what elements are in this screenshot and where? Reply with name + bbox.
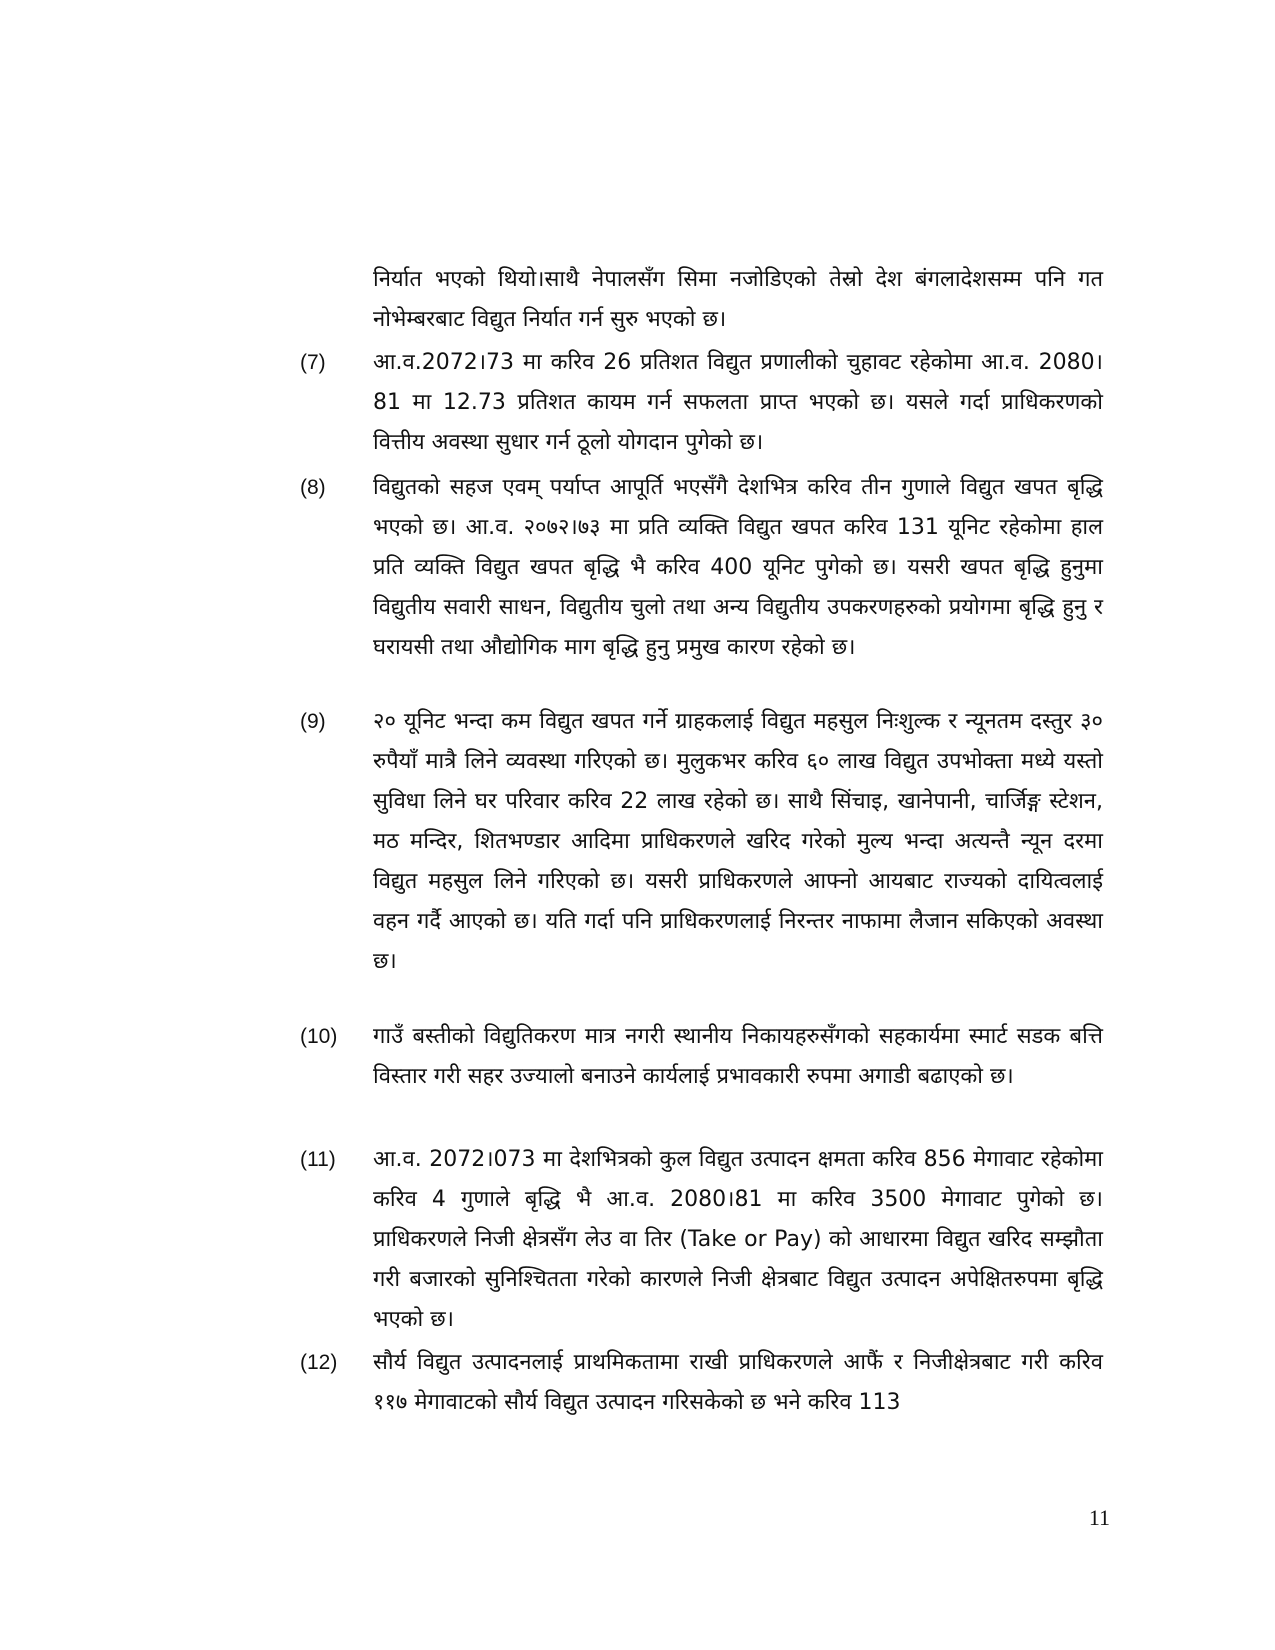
paragraph-number: (11) [300,1148,336,1171]
paragraph-7 [300,343,1103,463]
paragraph-text: २० यूनिट भन्दा कम विद्युत खपत गर्ने ग्राहकलाई विद्युत महसुल निःशुल्क र न्यूनतम दस्तुर ३० रुपैयाँ मात्रै लिने व्यवस्था गरिएको छ। मुलुकभर करिव ६० लाख विद्युत उपभोक्ता मध्ये यस्तो सुविधा लिने घर परिवार करिव 22 लाख रहेको छ। साथै सिंचाइ, खानेपानी, चार्जिङ्ग स्टेशन, मठ मन्दिर, शितभण्डार आदिमा प्राधिकरणले खरिद गरेको मुल्य भन्दा अत्यन्तै न्यून दरमा विद्युत महसुल लिने गरिएको छ। यसरी प्राधिकरणले आफ्नो आयबाट राज्यको दायित्वलाई वहन गर्दै आएको छ। यति गर्दा पनि प्राधिकरणलाई निरन्तर नाफामा लैजान सकिएको अवस्था छ। [373,709,1103,974]
paragraph-number: (12) [300,1351,338,1374]
paragraph-12 [300,1343,1103,1423]
paragraph-text: आ.व.2072।73 मा करिव 26 प्रतिशत विद्युत प्रणालीको चुहावट रहेकोमा आ.व. 2080।81 मा 12.73 प्रतिशत कायम गर्न सफलता प्राप्त भएको छ। यसले गर्दा प्राधिकरणको वित्तीय अवस्था सुधार गर्न ठूलो योगदान पुगेको छ। [373,350,1103,455]
paragraph-text: विद्युतको सहज एवम् पर्याप्त आपूर्ति भएसँगै देशभित्र करिव तीन गुणाले विद्युत खपत बृद्धि भएको छ। आ.व. २०७२।७३ मा प्रति व्यक्ति विद्युत खपत करिव 131 यूनिट रहेकोमा हाल प्रति व्यक्ति विद्युत खपत बृद्धि भै करिव 400 यूनिट पुगेको छ। यसरी खपत बृद्धि हुनुमा विद्युतीय सवारी साधन, विद्युतीय चुलो तथा अन्य विद्युतीय उपकरणहरुको प्रयोगमा बृद्धि हुनु र घरायसी तथा औद्योगिक माग बृद्धि हुनु प्रमुख कारण रहेको छ। [373,475,1103,660]
continued-paragraph: निर्यात भएको थियो।साथै नेपालसँग सिमा नजोडिएको तेस्रो देश बंगलादेशसम्म पनि गत नोभेम्बरबाट विद्युत निर्यात गर्न सुरु भएको छ। [373,267,1103,332]
paragraph-11 [300,1140,1103,1340]
paragraph-10 [300,1017,1103,1097]
paragraph-number: (7) [300,351,326,374]
paragraph-text: सौर्य विद्युत उत्पादनलाई प्राथमिकतामा राखी प्राधिकरणले आफैं र निजीक्षेत्रबाट गरी करिव ११७ मेगावाटको सौर्य विद्युत उत्पादन गरिसकेको छ भने करिव 113 [373,1350,1103,1415]
paragraph-9 [300,702,1103,982]
paragraph-number: (8) [300,476,326,499]
page-number: 11 [1088,1505,1110,1530]
paragraph-number: (9) [300,710,326,733]
paragraph-text: आ.व. 2072।073 मा देशभित्रको कुल विद्युत उत्पादन क्षमता करिव 856 मेगावाट रहेकोमा करिव 4 गुणाले बृद्धि भै आ.व. 2080।81 मा करिव 3500 मेगावाट पुगेको छ। प्राधिकरणले निजी क्षेत्रसँग लेउ वा तिर (Take or Pay) को आधारमा विद्युत खरिद सम्झौता गरी बजारको सुनिश्चितता गरेको कारणले निजी क्षेत्रबाट विद्युत उत्पादन अपेक्षितरुपमा बृद्धि भएको छ। [373,1147,1103,1332]
paragraph-number: (10) [300,1025,338,1048]
paragraph-8 [300,468,1103,668]
paragraph-text: गाउँ बस्तीको विद्युतिकरण मात्र नगरी स्थानीय निकायहरुसँगको सहकार्यमा स्मार्ट सडक बत्ति विस्तार गरी सहर उज्यालो बनाउने कार्यलाई प्रभावकारी रुपमा अगाडी बढाएको छ। [373,1024,1103,1089]
